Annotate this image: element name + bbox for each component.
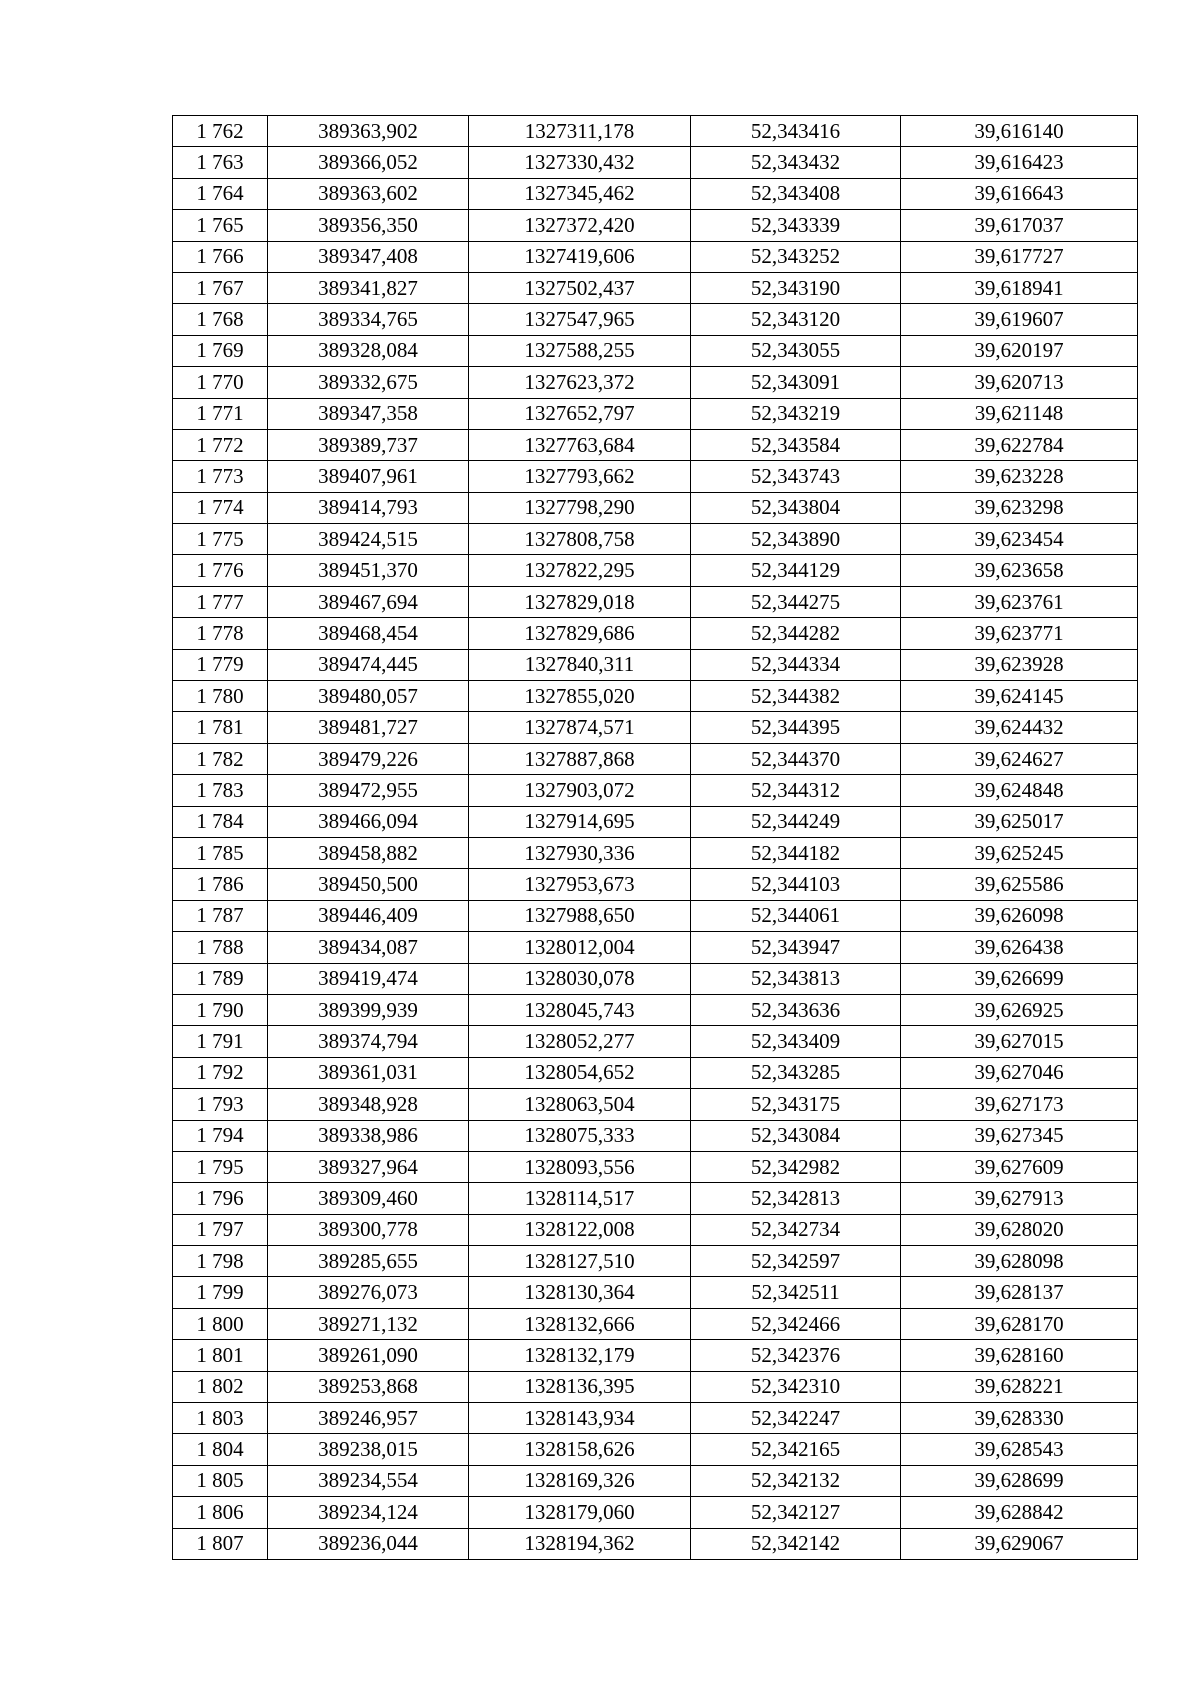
latitude-cell: 52,343408 (691, 178, 901, 209)
point-number-cell: 1 773 (173, 461, 268, 492)
y-coordinate-cell: 1328127,510 (469, 1246, 691, 1277)
latitude-cell: 52,344249 (691, 806, 901, 837)
y-coordinate-cell: 1328052,277 (469, 1026, 691, 1057)
point-number-cell: 1 800 (173, 1308, 268, 1339)
table-row (173, 1308, 1138, 1339)
point-number-cell: 1 789 (173, 963, 268, 994)
point-number-cell: 1 777 (173, 586, 268, 617)
y-coordinate-cell: 1327914,695 (469, 806, 691, 837)
x-coordinate-cell: 389309,460 (268, 1183, 469, 1214)
longitude-cell: 39,624627 (901, 743, 1138, 774)
x-coordinate-cell: 389338,986 (268, 1120, 469, 1151)
latitude-cell: 52,342127 (691, 1497, 901, 1528)
x-coordinate-cell: 389472,955 (268, 775, 469, 806)
latitude-cell: 52,343584 (691, 429, 901, 460)
longitude-cell: 39,618941 (901, 272, 1138, 303)
longitude-cell: 39,627609 (901, 1151, 1138, 1182)
longitude-cell: 39,625017 (901, 806, 1138, 837)
y-coordinate-cell: 1328130,364 (469, 1277, 691, 1308)
table-row (173, 775, 1138, 806)
longitude-cell: 39,628160 (901, 1340, 1138, 1371)
y-coordinate-cell: 1328054,652 (469, 1057, 691, 1088)
latitude-cell: 52,344103 (691, 869, 901, 900)
latitude-cell: 52,342310 (691, 1371, 901, 1402)
y-coordinate-cell: 1328063,504 (469, 1089, 691, 1120)
y-coordinate-cell: 1327829,686 (469, 618, 691, 649)
x-coordinate-cell: 389481,727 (268, 712, 469, 743)
latitude-cell: 52,344061 (691, 900, 901, 931)
latitude-cell: 52,342165 (691, 1434, 901, 1465)
point-number-cell: 1 806 (173, 1497, 268, 1528)
x-coordinate-cell: 389328,084 (268, 335, 469, 366)
x-coordinate-cell: 389480,057 (268, 681, 469, 712)
latitude-cell: 52,342597 (691, 1246, 901, 1277)
y-coordinate-cell: 1328136,395 (469, 1371, 691, 1402)
x-coordinate-cell: 389450,500 (268, 869, 469, 900)
y-coordinate-cell: 1327988,650 (469, 900, 691, 931)
y-coordinate-cell: 1327345,462 (469, 178, 691, 209)
table-row (173, 1465, 1138, 1496)
longitude-cell: 39,616643 (901, 178, 1138, 209)
latitude-cell: 52,344275 (691, 586, 901, 617)
table-row (173, 649, 1138, 680)
point-number-cell: 1 787 (173, 900, 268, 931)
latitude-cell: 52,343432 (691, 147, 901, 178)
latitude-cell: 52,343219 (691, 398, 901, 429)
latitude-cell: 52,342247 (691, 1403, 901, 1434)
x-coordinate-cell: 389414,793 (268, 492, 469, 523)
longitude-cell: 39,624848 (901, 775, 1138, 806)
longitude-cell: 39,626699 (901, 963, 1138, 994)
latitude-cell: 52,343252 (691, 241, 901, 272)
table-row (173, 1183, 1138, 1214)
y-coordinate-cell: 1327502,437 (469, 272, 691, 303)
table-row (173, 1403, 1138, 1434)
y-coordinate-cell: 1328132,179 (469, 1340, 691, 1371)
longitude-cell: 39,627913 (901, 1183, 1138, 1214)
latitude-cell: 52,343416 (691, 116, 901, 147)
longitude-cell: 39,620713 (901, 367, 1138, 398)
point-number-cell: 1 805 (173, 1465, 268, 1496)
table-row (173, 398, 1138, 429)
x-coordinate-cell: 389334,765 (268, 304, 469, 335)
table-row (173, 618, 1138, 649)
table-row (173, 524, 1138, 555)
table-row (173, 1277, 1138, 1308)
point-number-cell: 1 771 (173, 398, 268, 429)
longitude-cell: 39,626098 (901, 900, 1138, 931)
longitude-cell: 39,626438 (901, 932, 1138, 963)
x-coordinate-cell: 389474,445 (268, 649, 469, 680)
latitude-cell: 52,342982 (691, 1151, 901, 1182)
y-coordinate-cell: 1327763,684 (469, 429, 691, 460)
point-number-cell: 1 764 (173, 178, 268, 209)
x-coordinate-cell: 389399,939 (268, 994, 469, 1025)
y-coordinate-cell: 1328179,060 (469, 1497, 691, 1528)
y-coordinate-cell: 1327623,372 (469, 367, 691, 398)
longitude-cell: 39,623454 (901, 524, 1138, 555)
table-row (173, 806, 1138, 837)
y-coordinate-cell: 1327419,606 (469, 241, 691, 272)
y-coordinate-cell: 1327930,336 (469, 837, 691, 868)
point-number-cell: 1 799 (173, 1277, 268, 1308)
table-row (173, 210, 1138, 241)
table-row (173, 367, 1138, 398)
point-number-cell: 1 774 (173, 492, 268, 523)
table-row (173, 1340, 1138, 1371)
longitude-cell: 39,626925 (901, 994, 1138, 1025)
table-row (173, 1497, 1138, 1528)
x-coordinate-cell: 389327,964 (268, 1151, 469, 1182)
x-coordinate-cell: 389451,370 (268, 555, 469, 586)
x-coordinate-cell: 389468,454 (268, 618, 469, 649)
point-number-cell: 1 801 (173, 1340, 268, 1371)
y-coordinate-cell: 1328012,004 (469, 932, 691, 963)
coordinates-table-body (173, 116, 1138, 1560)
x-coordinate-cell: 389424,515 (268, 524, 469, 555)
x-coordinate-cell: 389407,961 (268, 461, 469, 492)
table-row (173, 116, 1138, 147)
table-row (173, 1246, 1138, 1277)
point-number-cell: 1 798 (173, 1246, 268, 1277)
latitude-cell: 52,344334 (691, 649, 901, 680)
latitude-cell: 52,343190 (691, 272, 901, 303)
table-row (173, 586, 1138, 617)
y-coordinate-cell: 1327953,673 (469, 869, 691, 900)
latitude-cell: 52,343091 (691, 367, 901, 398)
x-coordinate-cell: 389261,090 (268, 1340, 469, 1371)
table-row (173, 963, 1138, 994)
point-number-cell: 1 769 (173, 335, 268, 366)
table-row (173, 178, 1138, 209)
point-number-cell: 1 765 (173, 210, 268, 241)
longitude-cell: 39,621148 (901, 398, 1138, 429)
x-coordinate-cell: 389285,655 (268, 1246, 469, 1277)
table-row (173, 994, 1138, 1025)
x-coordinate-cell: 389348,928 (268, 1089, 469, 1120)
longitude-cell: 39,629067 (901, 1528, 1138, 1559)
y-coordinate-cell: 1328075,333 (469, 1120, 691, 1151)
point-number-cell: 1 767 (173, 272, 268, 303)
longitude-cell: 39,627173 (901, 1089, 1138, 1120)
table-row (173, 429, 1138, 460)
x-coordinate-cell: 389234,124 (268, 1497, 469, 1528)
longitude-cell: 39,628020 (901, 1214, 1138, 1245)
y-coordinate-cell: 1328045,743 (469, 994, 691, 1025)
point-number-cell: 1 783 (173, 775, 268, 806)
x-coordinate-cell: 389389,737 (268, 429, 469, 460)
y-coordinate-cell: 1327311,178 (469, 116, 691, 147)
table-row (173, 1026, 1138, 1057)
longitude-cell: 39,617037 (901, 210, 1138, 241)
latitude-cell: 52,344182 (691, 837, 901, 868)
point-number-cell: 1 780 (173, 681, 268, 712)
latitude-cell: 52,342132 (691, 1465, 901, 1496)
latitude-cell: 52,344395 (691, 712, 901, 743)
x-coordinate-cell: 389374,794 (268, 1026, 469, 1057)
latitude-cell: 52,343890 (691, 524, 901, 555)
x-coordinate-cell: 389479,226 (268, 743, 469, 774)
table-row (173, 335, 1138, 366)
longitude-cell: 39,623761 (901, 586, 1138, 617)
x-coordinate-cell: 389467,694 (268, 586, 469, 617)
point-number-cell: 1 779 (173, 649, 268, 680)
longitude-cell: 39,622784 (901, 429, 1138, 460)
table-row (173, 1528, 1138, 1559)
x-coordinate-cell: 389253,868 (268, 1371, 469, 1402)
point-number-cell: 1 796 (173, 1183, 268, 1214)
point-number-cell: 1 793 (173, 1089, 268, 1120)
y-coordinate-cell: 1328093,556 (469, 1151, 691, 1182)
x-coordinate-cell: 389236,044 (268, 1528, 469, 1559)
y-coordinate-cell: 1328158,626 (469, 1434, 691, 1465)
point-number-cell: 1 782 (173, 743, 268, 774)
x-coordinate-cell: 389271,132 (268, 1308, 469, 1339)
table-row (173, 1151, 1138, 1182)
point-number-cell: 1 772 (173, 429, 268, 460)
point-number-cell: 1 792 (173, 1057, 268, 1088)
latitude-cell: 52,343743 (691, 461, 901, 492)
longitude-cell: 39,628170 (901, 1308, 1138, 1339)
longitude-cell: 39,627345 (901, 1120, 1138, 1151)
longitude-cell: 39,623658 (901, 555, 1138, 586)
latitude-cell: 52,342376 (691, 1340, 901, 1371)
point-number-cell: 1 785 (173, 837, 268, 868)
table-row (173, 743, 1138, 774)
coordinates-table (172, 115, 1138, 1560)
longitude-cell: 39,627015 (901, 1026, 1138, 1057)
x-coordinate-cell: 389434,087 (268, 932, 469, 963)
latitude-cell: 52,344129 (691, 555, 901, 586)
latitude-cell: 52,342142 (691, 1528, 901, 1559)
latitude-cell: 52,343175 (691, 1089, 901, 1120)
latitude-cell: 52,343804 (691, 492, 901, 523)
longitude-cell: 39,623298 (901, 492, 1138, 523)
y-coordinate-cell: 1327330,432 (469, 147, 691, 178)
y-coordinate-cell: 1327903,072 (469, 775, 691, 806)
latitude-cell: 52,343947 (691, 932, 901, 963)
point-number-cell: 1 790 (173, 994, 268, 1025)
x-coordinate-cell: 389238,015 (268, 1434, 469, 1465)
y-coordinate-cell: 1328122,008 (469, 1214, 691, 1245)
table-row (173, 900, 1138, 931)
table-row (173, 147, 1138, 178)
x-coordinate-cell: 389246,957 (268, 1403, 469, 1434)
point-number-cell: 1 803 (173, 1403, 268, 1434)
point-number-cell: 1 786 (173, 869, 268, 900)
point-number-cell: 1 762 (173, 116, 268, 147)
longitude-cell: 39,616423 (901, 147, 1138, 178)
point-number-cell: 1 794 (173, 1120, 268, 1151)
x-coordinate-cell: 389332,675 (268, 367, 469, 398)
latitude-cell: 52,344370 (691, 743, 901, 774)
point-number-cell: 1 788 (173, 932, 268, 963)
table-row (173, 1089, 1138, 1120)
y-coordinate-cell: 1327829,018 (469, 586, 691, 617)
longitude-cell: 39,628842 (901, 1497, 1138, 1528)
point-number-cell: 1 791 (173, 1026, 268, 1057)
y-coordinate-cell: 1328143,934 (469, 1403, 691, 1434)
longitude-cell: 39,619607 (901, 304, 1138, 335)
point-number-cell: 1 775 (173, 524, 268, 555)
point-number-cell: 1 781 (173, 712, 268, 743)
longitude-cell: 39,623928 (901, 649, 1138, 680)
y-coordinate-cell: 1327887,868 (469, 743, 691, 774)
table-row (173, 272, 1138, 303)
longitude-cell: 39,624432 (901, 712, 1138, 743)
latitude-cell: 52,342734 (691, 1214, 901, 1245)
x-coordinate-cell: 389341,827 (268, 272, 469, 303)
latitude-cell: 52,343409 (691, 1026, 901, 1057)
table-row (173, 1371, 1138, 1402)
latitude-cell: 52,342813 (691, 1183, 901, 1214)
longitude-cell: 39,628098 (901, 1246, 1138, 1277)
x-coordinate-cell: 389361,031 (268, 1057, 469, 1088)
table-row (173, 1057, 1138, 1088)
latitude-cell: 52,344312 (691, 775, 901, 806)
point-number-cell: 1 804 (173, 1434, 268, 1465)
longitude-cell: 39,620197 (901, 335, 1138, 366)
longitude-cell: 39,628543 (901, 1434, 1138, 1465)
x-coordinate-cell: 389458,882 (268, 837, 469, 868)
point-number-cell: 1 795 (173, 1151, 268, 1182)
longitude-cell: 39,617727 (901, 241, 1138, 272)
latitude-cell: 52,343636 (691, 994, 901, 1025)
latitude-cell: 52,342466 (691, 1308, 901, 1339)
latitude-cell: 52,344282 (691, 618, 901, 649)
y-coordinate-cell: 1327547,965 (469, 304, 691, 335)
latitude-cell: 52,342511 (691, 1277, 901, 1308)
table-row (173, 1214, 1138, 1245)
y-coordinate-cell: 1328132,666 (469, 1308, 691, 1339)
y-coordinate-cell: 1327798,290 (469, 492, 691, 523)
latitude-cell: 52,343055 (691, 335, 901, 366)
table-row (173, 1120, 1138, 1151)
table-row (173, 837, 1138, 868)
y-coordinate-cell: 1327588,255 (469, 335, 691, 366)
y-coordinate-cell: 1327822,295 (469, 555, 691, 586)
longitude-cell: 39,628699 (901, 1465, 1138, 1496)
x-coordinate-cell: 389466,094 (268, 806, 469, 837)
x-coordinate-cell: 389363,902 (268, 116, 469, 147)
table-row (173, 1434, 1138, 1465)
latitude-cell: 52,343084 (691, 1120, 901, 1151)
longitude-cell: 39,628221 (901, 1371, 1138, 1402)
point-number-cell: 1 768 (173, 304, 268, 335)
table-row (173, 712, 1138, 743)
table-row (173, 932, 1138, 963)
point-number-cell: 1 776 (173, 555, 268, 586)
x-coordinate-cell: 389300,778 (268, 1214, 469, 1245)
table-row (173, 492, 1138, 523)
table-row (173, 869, 1138, 900)
x-coordinate-cell: 389419,474 (268, 963, 469, 994)
point-number-cell: 1 802 (173, 1371, 268, 1402)
x-coordinate-cell: 389363,602 (268, 178, 469, 209)
y-coordinate-cell: 1327652,797 (469, 398, 691, 429)
point-number-cell: 1 797 (173, 1214, 268, 1245)
x-coordinate-cell: 389366,052 (268, 147, 469, 178)
longitude-cell: 39,625586 (901, 869, 1138, 900)
x-coordinate-cell: 389356,350 (268, 210, 469, 241)
table-row (173, 681, 1138, 712)
longitude-cell: 39,623228 (901, 461, 1138, 492)
point-number-cell: 1 763 (173, 147, 268, 178)
x-coordinate-cell: 389276,073 (268, 1277, 469, 1308)
longitude-cell: 39,628330 (901, 1403, 1138, 1434)
table-row (173, 555, 1138, 586)
table-row (173, 241, 1138, 272)
y-coordinate-cell: 1327793,662 (469, 461, 691, 492)
point-number-cell: 1 778 (173, 618, 268, 649)
latitude-cell: 52,343339 (691, 210, 901, 241)
table-row (173, 304, 1138, 335)
x-coordinate-cell: 389446,409 (268, 900, 469, 931)
y-coordinate-cell: 1327840,311 (469, 649, 691, 680)
latitude-cell: 52,343120 (691, 304, 901, 335)
x-coordinate-cell: 389234,554 (268, 1465, 469, 1496)
table-row (173, 461, 1138, 492)
longitude-cell: 39,623771 (901, 618, 1138, 649)
longitude-cell: 39,627046 (901, 1057, 1138, 1088)
y-coordinate-cell: 1328030,078 (469, 963, 691, 994)
latitude-cell: 52,344382 (691, 681, 901, 712)
longitude-cell: 39,625245 (901, 837, 1138, 868)
y-coordinate-cell: 1328169,326 (469, 1465, 691, 1496)
latitude-cell: 52,343813 (691, 963, 901, 994)
point-number-cell: 1 766 (173, 241, 268, 272)
longitude-cell: 39,624145 (901, 681, 1138, 712)
point-number-cell: 1 784 (173, 806, 268, 837)
latitude-cell: 52,343285 (691, 1057, 901, 1088)
x-coordinate-cell: 389347,408 (268, 241, 469, 272)
y-coordinate-cell: 1327372,420 (469, 210, 691, 241)
y-coordinate-cell: 1327808,758 (469, 524, 691, 555)
x-coordinate-cell: 389347,358 (268, 398, 469, 429)
longitude-cell: 39,628137 (901, 1277, 1138, 1308)
longitude-cell: 39,616140 (901, 116, 1138, 147)
point-number-cell: 1 807 (173, 1528, 268, 1559)
y-coordinate-cell: 1327855,020 (469, 681, 691, 712)
y-coordinate-cell: 1327874,571 (469, 712, 691, 743)
y-coordinate-cell: 1328114,517 (469, 1183, 691, 1214)
point-number-cell: 1 770 (173, 367, 268, 398)
y-coordinate-cell: 1328194,362 (469, 1528, 691, 1559)
